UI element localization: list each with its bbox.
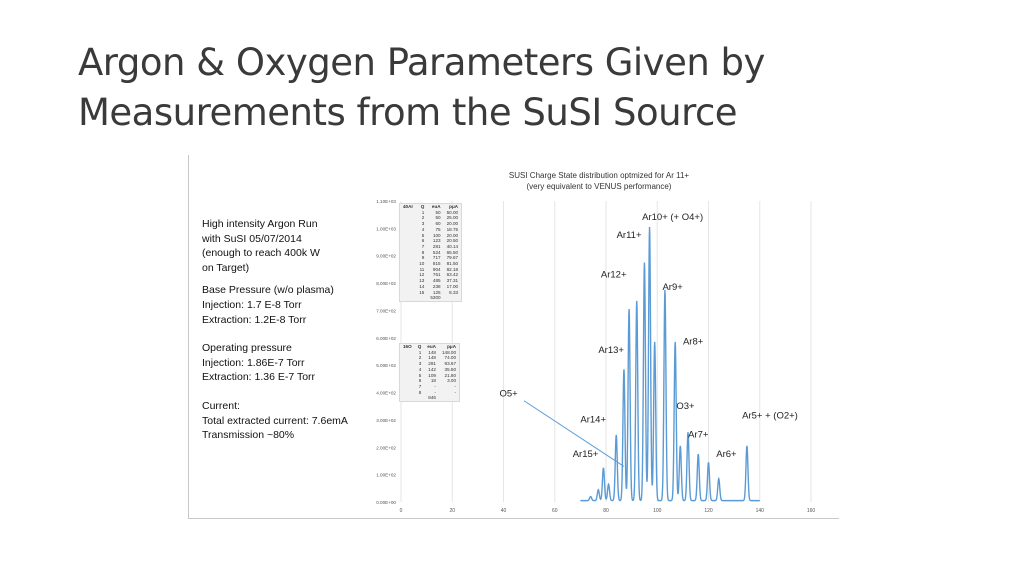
table-cell: 148	[428, 355, 436, 361]
table-header: Q	[417, 344, 422, 349]
table-cell: 50	[435, 209, 441, 215]
table-cell: 13	[419, 278, 425, 284]
table-cell: 3.00	[447, 378, 457, 384]
figure-panel	[188, 155, 839, 519]
table-header: euA	[431, 204, 441, 209]
table-cell: 93.67	[444, 361, 457, 367]
note-line: Injection: 1.7 E-8 Torr	[202, 298, 302, 311]
table-cell: 21.80	[444, 372, 457, 378]
note-line: Operating pressure	[202, 342, 292, 355]
table-cell: 18	[430, 378, 436, 384]
table-header: pμA	[447, 344, 457, 349]
y-tick-label: 9.00E+02	[376, 253, 396, 259]
y-tick-label: 1.00E+03	[376, 226, 396, 232]
y-tick-label: 2.00E+02	[376, 445, 396, 451]
table-cell: -	[434, 383, 436, 389]
table-cell: 2	[418, 355, 422, 361]
x-tick-label: 80	[603, 508, 609, 514]
table-cell: 109	[428, 372, 436, 378]
table-cell: 142	[428, 366, 436, 372]
x-tick-label: 140	[755, 508, 764, 514]
table-cell: 7	[421, 243, 425, 249]
note-line: Total extracted current: 7.6emA	[202, 414, 348, 427]
table-cell: 4	[418, 366, 422, 372]
chart-subtitle: (very equivalent to VENUS performance)	[526, 182, 672, 191]
table-cell: 6	[421, 238, 425, 244]
table-header: euA	[427, 344, 436, 349]
table-cell: -	[434, 389, 436, 395]
x-tick-label: 160	[806, 508, 816, 514]
note-line: on Target)	[202, 261, 250, 274]
table-cell: 81.50	[446, 261, 459, 267]
note-line: with SuSI 05/07/2014	[202, 232, 302, 245]
y-tick-label: 8.00E+02	[376, 281, 396, 287]
table-cell: 3	[418, 361, 422, 367]
table-cell: 485	[432, 278, 441, 284]
y-tick-label: 5.00E+02	[376, 363, 396, 369]
table-cell: 100	[432, 232, 441, 238]
y-tick-label: 7.00E+02	[376, 308, 396, 314]
table-cell: 238	[432, 283, 441, 289]
table-cell: 60	[435, 221, 441, 227]
table-cell: -	[454, 383, 457, 389]
table-cell: 281	[432, 243, 441, 249]
table-cell: 7	[418, 383, 422, 389]
table-cell: 18.75	[446, 226, 459, 232]
note-line: High intensity Argon Run	[202, 218, 318, 230]
table-cell: 10	[419, 261, 425, 267]
table-cell: 20.50	[446, 238, 459, 244]
note-line: Transmission ~80%	[202, 429, 295, 442]
x-tick-label: 60	[551, 508, 558, 514]
table-cell: 904	[432, 266, 441, 272]
table-header: Q	[420, 204, 425, 209]
peak-label: O5+	[499, 388, 518, 400]
y-tick-label: 4.00E+02	[376, 390, 396, 396]
peak-label: O3+	[676, 400, 695, 412]
table-cell: 50	[435, 215, 441, 221]
table-header: pμA	[449, 204, 459, 209]
table-cell: 82.18	[446, 266, 459, 272]
y-tick-label: 0.00E+00	[376, 500, 396, 505]
slide-title	[78, 38, 978, 138]
table-cell: 148	[428, 349, 436, 355]
table-cell: 8	[418, 389, 422, 395]
table-cell: 65.50	[446, 249, 459, 255]
note-line: Extraction: 1.36 E-7 Torr	[202, 371, 316, 384]
table-cell: 2	[421, 215, 425, 221]
table-cell: 14	[419, 283, 425, 289]
peak-label: Ar12+	[600, 269, 627, 281]
table-cell: 717	[432, 255, 441, 261]
table-cell: 3	[421, 221, 425, 227]
argon-table	[399, 203, 462, 302]
table-label: 40Ar	[403, 204, 414, 209]
table-cell: 815	[432, 261, 441, 267]
note-line: Current:	[202, 399, 240, 412]
note-line: Injection: 1.86E-7 Torr	[202, 356, 305, 369]
table-cell: 74.00	[444, 355, 457, 361]
x-tick-label: 100	[653, 508, 662, 514]
table-cell: 761	[432, 272, 441, 278]
table-cell: 12	[419, 272, 425, 278]
title-line-1: Argon & Oxygen Parameters Given by	[78, 41, 765, 84]
table-cell: 6	[418, 378, 422, 384]
table-cell: 148.00	[441, 349, 457, 355]
oxygen-table	[399, 343, 460, 402]
table-cell: 20.00	[446, 221, 459, 227]
table-cell: 11	[419, 266, 425, 272]
table-cell: 20.00	[446, 232, 459, 238]
x-tick-label: 120	[704, 508, 713, 514]
table-cell: 125	[432, 289, 441, 295]
table-cell: 524	[432, 249, 441, 255]
table-cell: 8.33	[449, 289, 459, 295]
peak-label: Ar6+	[716, 448, 737, 460]
x-tick-label: 40	[500, 508, 507, 514]
table-cell: 40.14	[446, 243, 459, 249]
note-line: (enough to reach 400k W	[202, 247, 320, 260]
peak-label: Ar5+ + (O2+)	[742, 410, 798, 422]
y-tick-label: 3.00E+02	[376, 417, 396, 423]
table-cell: 25.00	[446, 215, 459, 221]
table-cell: 123	[432, 238, 441, 244]
table-cell: 63.42	[446, 272, 459, 278]
peak-label: Ar15+	[572, 448, 599, 460]
table-total: 5300	[430, 295, 441, 301]
y-tick-label: 6.00E+02	[376, 335, 396, 341]
y-tick-label: 1.00E+02	[376, 472, 396, 478]
peak-label: Ar9+	[662, 281, 683, 293]
table-label: 16O	[403, 344, 412, 349]
table-total: 846	[428, 395, 436, 401]
x-tick-label: 0	[399, 508, 403, 514]
table-cell: 1	[421, 209, 425, 215]
peak-label: Ar7+	[688, 429, 709, 441]
chart-title: SUSI Charge State distribution optmized for Ar 11+	[508, 171, 690, 180]
table-cell: 1	[418, 349, 422, 355]
table-cell: 79.67	[446, 255, 459, 261]
table-cell: 4	[421, 226, 425, 232]
table-cell: 75	[435, 226, 441, 232]
title-line-2: Measurements from the SuSI Source	[78, 91, 738, 134]
table-cell: 15	[419, 289, 425, 295]
peak-label: Ar13+	[598, 344, 624, 356]
table-cell: 281	[428, 361, 436, 367]
charge-state-chart	[189, 155, 839, 518]
table-cell: 5	[418, 372, 422, 378]
peak-label: Ar8+	[682, 336, 704, 348]
peak-label: Ar10+ (+ O4+)	[642, 212, 704, 224]
table-cell: 37.31	[446, 278, 459, 284]
note-line: Extraction: 1.2E-8 Torr	[202, 313, 307, 326]
peak-label: Ar11+	[616, 229, 642, 241]
table-cell: 17.00	[446, 283, 459, 289]
peak-label: Ar14+	[580, 414, 606, 426]
table-cell: -	[454, 389, 457, 395]
y-tick-label: 1.10E+03	[376, 199, 396, 204]
x-tick-label: 20	[449, 508, 456, 514]
table-cell: 8	[421, 249, 425, 255]
table-cell: 5	[421, 232, 425, 238]
table-cell: 35.50	[444, 366, 457, 372]
note-line: Base Pressure (w/o plasma)	[202, 284, 334, 297]
table-cell: 50.00	[446, 209, 459, 215]
table-cell: 9	[421, 255, 425, 261]
